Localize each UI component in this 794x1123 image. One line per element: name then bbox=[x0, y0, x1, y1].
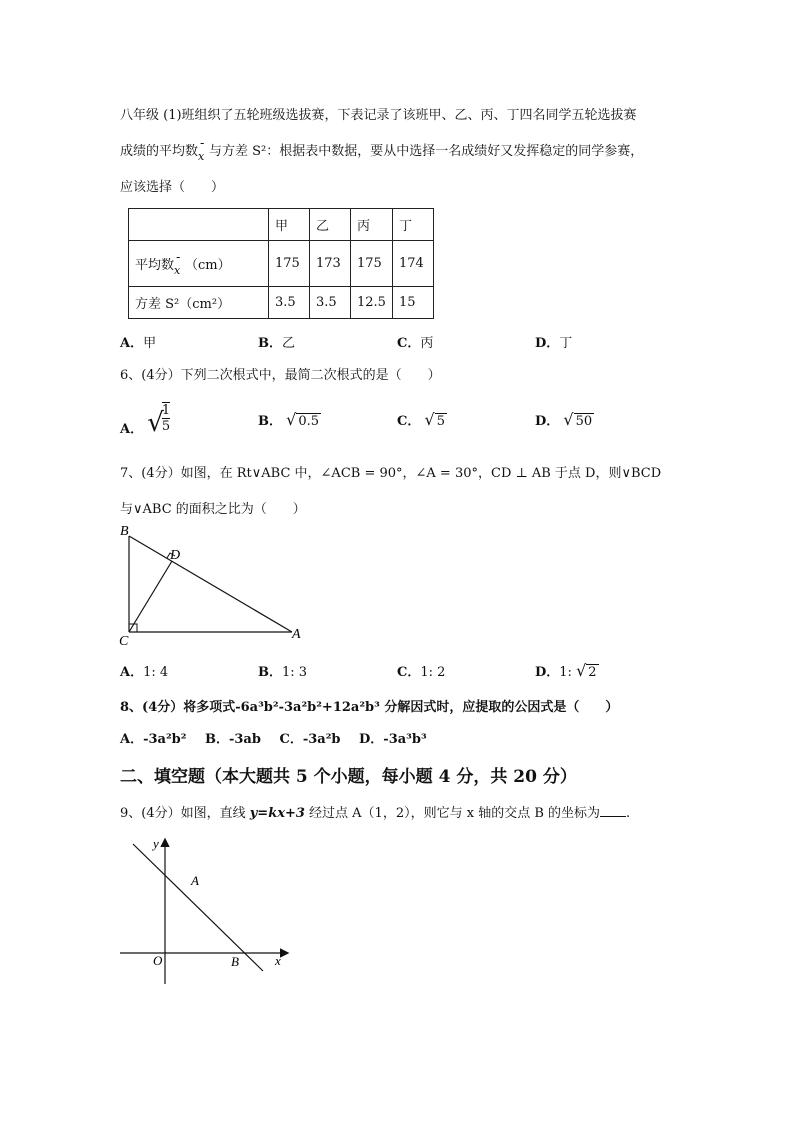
q8-option-d[interactable]: D．-3a³b³ bbox=[359, 732, 427, 747]
label-point-a: A bbox=[191, 873, 199, 888]
table-cell: 173 bbox=[310, 241, 351, 287]
fraction-one-fifth: $\frac{1}{5}$ bbox=[161, 402, 171, 434]
xbar-symbol: - $_x$ bbox=[198, 136, 205, 163]
line-equation: y=kx+3 bbox=[249, 806, 305, 821]
q7-option-b[interactable]: B．1: 3 bbox=[258, 665, 308, 680]
q5-stem-line3: 应该选择（ ） bbox=[120, 180, 225, 195]
q7-option-c[interactable]: C．1: 2 bbox=[397, 665, 446, 680]
q9-graph-figure bbox=[115, 832, 295, 987]
table-row-label: 方差 S²（cm²） bbox=[129, 287, 269, 319]
q5-option-d[interactable]: D．丁 bbox=[535, 336, 573, 351]
table-cell: 175 bbox=[351, 241, 393, 287]
q7-triangle-figure bbox=[110, 522, 310, 647]
table-cell: 175 bbox=[269, 241, 310, 287]
xbar-symbol: - $_x$ bbox=[174, 250, 181, 277]
table-header-row bbox=[129, 209, 434, 241]
table-row bbox=[129, 241, 434, 287]
section-title: 二、填空题（本大题共 5 个小题，每小题 4 分，共 20 分） bbox=[120, 767, 577, 787]
table-header-cell: 甲 bbox=[269, 209, 310, 241]
answer-blank[interactable] bbox=[600, 804, 626, 817]
table-cell: 12.5 bbox=[351, 287, 393, 319]
q8-options bbox=[120, 728, 427, 747]
q7-option-a[interactable]: A．1: 4 bbox=[120, 665, 169, 680]
q5-option-b[interactable]: B．乙 bbox=[258, 336, 296, 351]
label-x: x bbox=[275, 953, 281, 968]
q5-option-c[interactable]: C．丙 bbox=[397, 336, 434, 351]
table-cell: 3.5 bbox=[269, 287, 310, 319]
q5-stem-line2b: 与方差 S²：根据表中数据，要从中选择一名成绩好又发挥稳定的同学参赛， bbox=[209, 144, 644, 159]
table-row bbox=[129, 287, 434, 319]
label-a: A bbox=[292, 627, 301, 642]
q6-option-b[interactable]: B． √ 0.5 bbox=[258, 410, 320, 429]
table-header-cell: 乙 bbox=[310, 209, 351, 241]
label-c: C bbox=[119, 634, 129, 647]
q7-stem-line2: 与∨ABC 的面积之比为（ ） bbox=[120, 502, 306, 517]
q5-stem-line2 bbox=[120, 136, 644, 163]
q7-option-d[interactable]: D．1: √ 2 bbox=[535, 661, 597, 680]
table-cell: 15 bbox=[392, 287, 433, 319]
q6-stem: 6、(4分）下列二次根式中，最简二次根式的是（ ） bbox=[120, 368, 441, 383]
q8-option-c[interactable]: C．-3a²b bbox=[279, 732, 341, 747]
label-y: y bbox=[153, 836, 159, 851]
table-header-cell: 丁 bbox=[392, 209, 433, 241]
table-header-cell bbox=[129, 209, 269, 241]
label-d: D bbox=[170, 548, 181, 563]
label-point-b: B bbox=[231, 954, 239, 969]
q8-option-a[interactable]: A．-3a²b² bbox=[120, 732, 187, 747]
q6-option-a[interactable]: A． √ $\frac{1}{5}$ bbox=[120, 402, 171, 438]
table-row-label: 平均数 - $_x$ （cm） bbox=[129, 241, 269, 287]
table-cell: 3.5 bbox=[310, 287, 351, 319]
q6-option-d[interactable]: D． √ 50 bbox=[535, 410, 593, 429]
line-kx3 bbox=[133, 844, 263, 971]
q5-option-a[interactable]: A．甲 bbox=[120, 336, 157, 351]
table-cell: 174 bbox=[392, 241, 433, 287]
q9-stem: 9、(4分）如图，直线 y=kx+3 经过点 A（1，2），则它与 x 轴的交点 B 的坐标为 . bbox=[120, 806, 631, 821]
q5-stem-line1: 八年级 (1)班组织了五轮班级选拔赛，下表记录了该班甲、乙、丙、丁四名同学五轮选拔赛 bbox=[120, 108, 637, 123]
label-origin: O bbox=[153, 953, 163, 968]
q5-stem-line2a: 成绩的平均数 bbox=[120, 144, 199, 159]
q7-stem-line1: 7、(4分）如图，在 Rt∨ABC 中，∠ACB = 90°，∠A = 30°，CD ⊥ AB 于点 D，则∨BCD bbox=[120, 466, 662, 481]
q5-data-table bbox=[128, 208, 434, 319]
table-header-cell: 丙 bbox=[351, 209, 393, 241]
q8-option-b[interactable]: B．-3ab bbox=[204, 732, 261, 747]
q6-option-c[interactable]: C． √ 5 bbox=[397, 410, 445, 429]
label-b: B bbox=[120, 524, 129, 539]
q8-stem: 8、(4分）将多项式-6a³b²-3a²b²+12a²b³ 分解因式时，应提取的公因式是（ ） bbox=[120, 700, 619, 715]
